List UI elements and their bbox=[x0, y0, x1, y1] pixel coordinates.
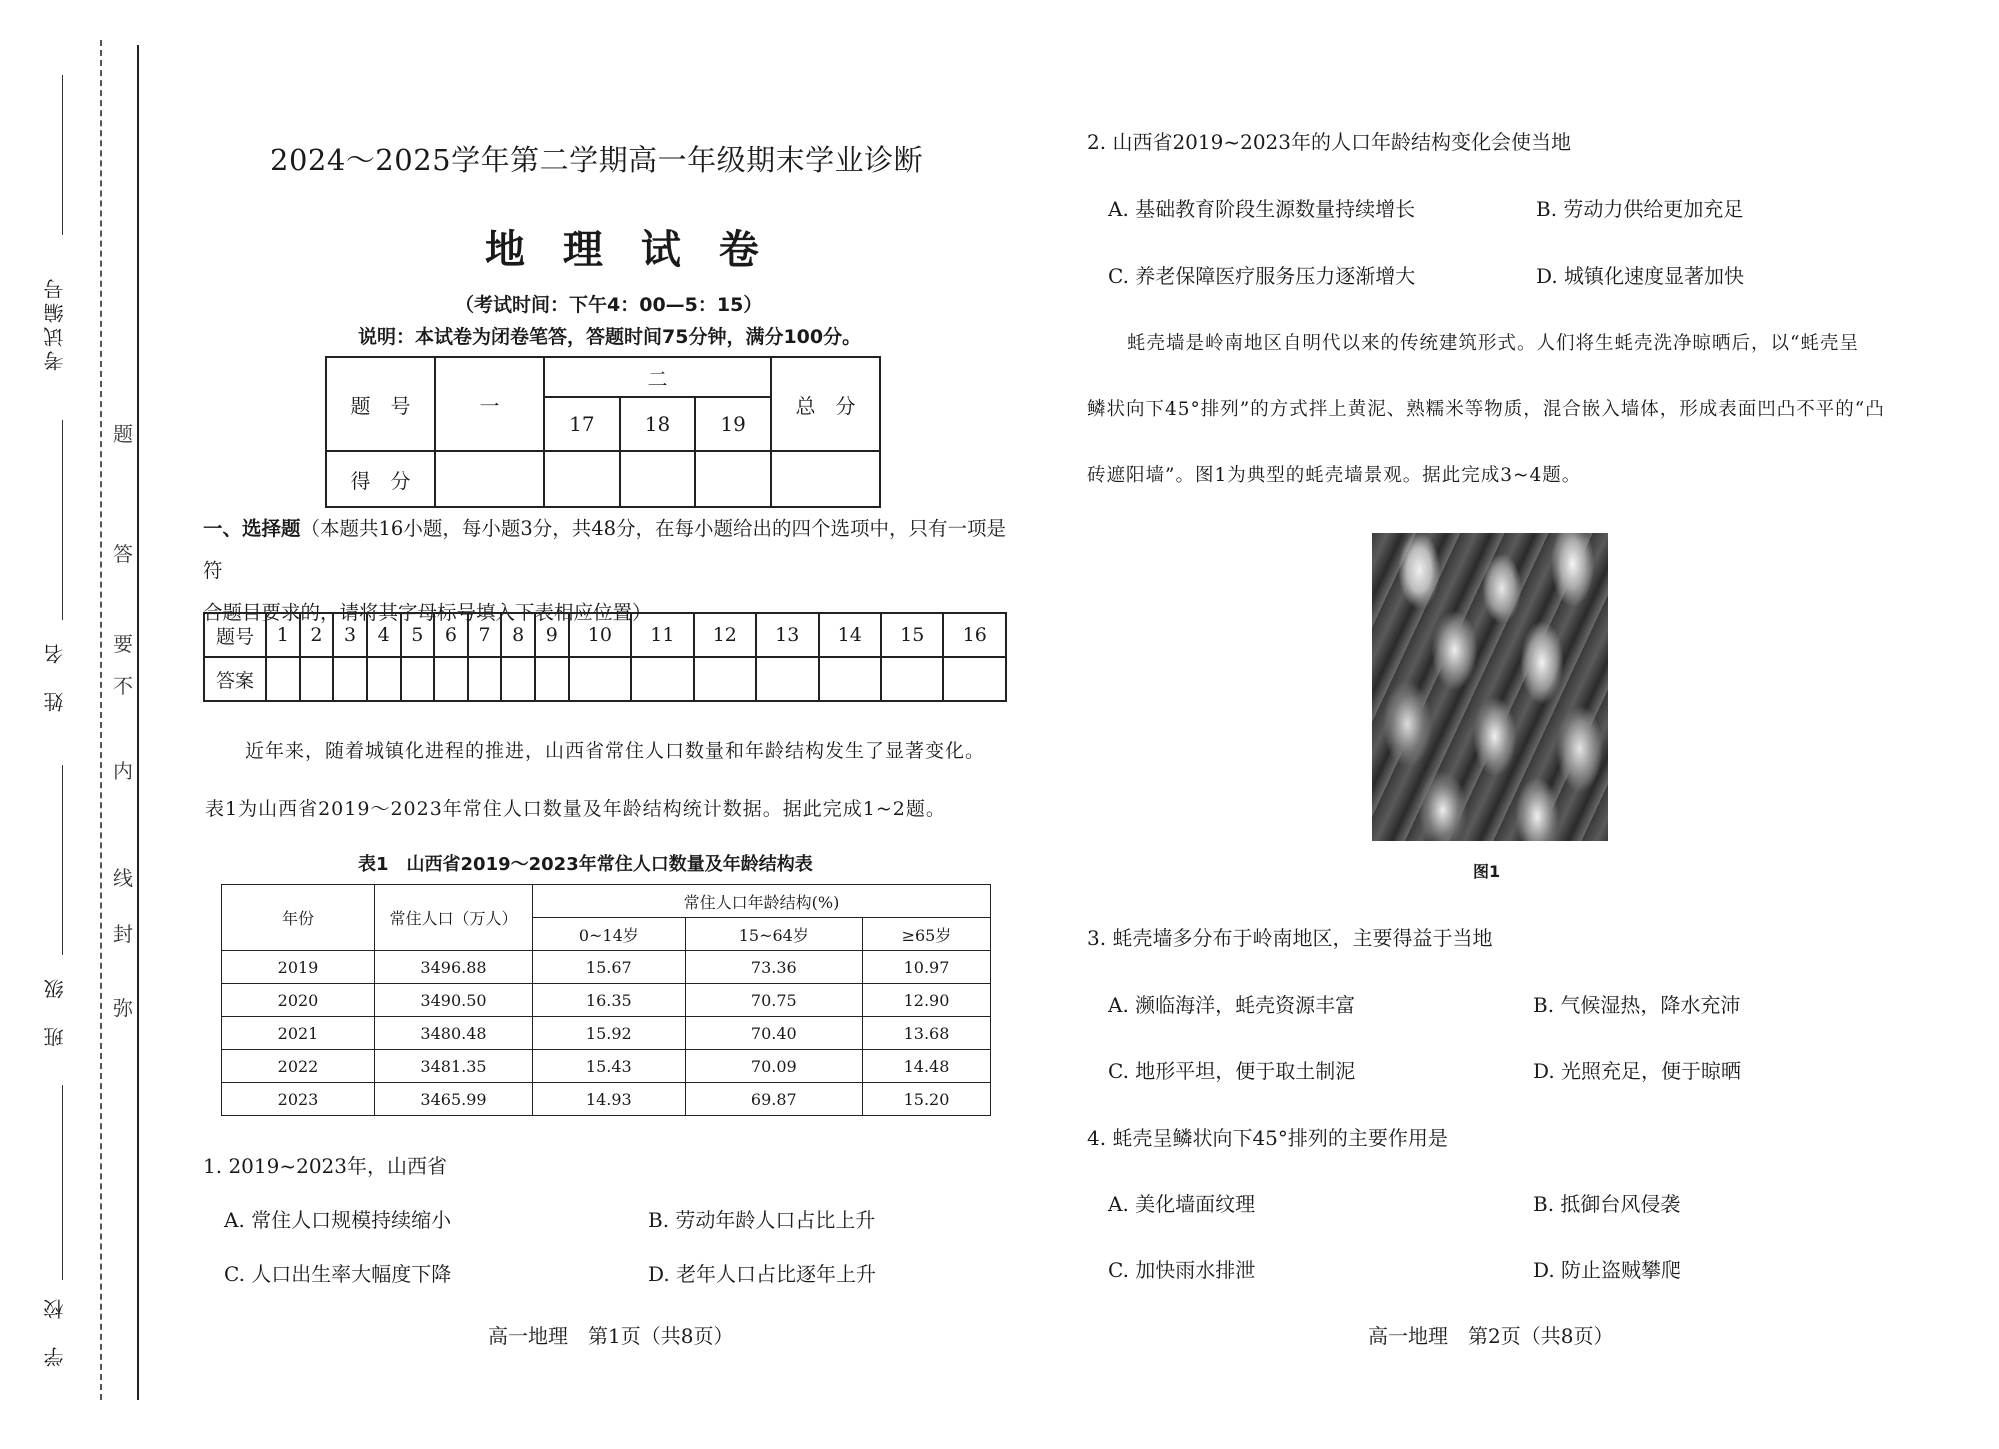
table-cell: 3481.35 bbox=[375, 1050, 533, 1083]
passage1-line2: 表1为山西省2019～2023年常住人口数量及年龄结构统计数据。据此完成1~2题。 bbox=[205, 798, 946, 820]
table1-header-0-14: 0~14岁 bbox=[533, 918, 686, 951]
score-sub: 19 bbox=[695, 397, 771, 451]
answer-number: 12 bbox=[694, 613, 756, 657]
score-col-no: 题 号 bbox=[326, 357, 435, 451]
table-row bbox=[222, 951, 991, 984]
q3-option-b[interactable]: B. 气候湿热，降水充沛 bbox=[1533, 993, 1741, 1017]
q3-option-a[interactable]: A. 濒临海洋，蚝壳资源丰富 bbox=[1108, 993, 1356, 1017]
passage2-line2: 鳞状向下45°排列”的方式拌上黄泥、熟糯米等物质，混合嵌入墙体，形成表面凹凸不平的“凸 bbox=[1087, 399, 1885, 420]
seal-char: 弥 bbox=[113, 996, 133, 1020]
score-sub: 17 bbox=[544, 397, 620, 451]
answer-row-label: 答案 bbox=[204, 657, 266, 701]
table-cell: 73.36 bbox=[685, 951, 862, 984]
table-cell: 15.92 bbox=[533, 1017, 686, 1050]
score-cell[interactable] bbox=[771, 451, 880, 507]
answer-cell[interactable] bbox=[694, 657, 756, 701]
answer-number: 9 bbox=[535, 613, 569, 657]
answer-table bbox=[203, 612, 1007, 702]
answer-cell[interactable] bbox=[535, 657, 569, 701]
table1-header-structure: 常住人口年龄结构(%) bbox=[533, 885, 991, 918]
section1-heading: 一、选择题 bbox=[203, 517, 301, 540]
answer-number: 14 bbox=[819, 613, 881, 657]
table1-header-65: ≥65岁 bbox=[862, 918, 990, 951]
answer-number: 2 bbox=[300, 613, 334, 657]
answer-cell[interactable] bbox=[266, 657, 300, 701]
q2-option-c[interactable]: C. 养老保障医疗服务压力逐渐增大 bbox=[1108, 264, 1416, 288]
table-cell: 16.35 bbox=[533, 984, 686, 1017]
score-cell[interactable] bbox=[695, 451, 771, 507]
table-cell: 3496.88 bbox=[375, 951, 533, 984]
answer-cell[interactable] bbox=[756, 657, 818, 701]
score-cell[interactable] bbox=[620, 451, 696, 507]
table-cell: 15.20 bbox=[862, 1083, 990, 1116]
score-row-label: 得 分 bbox=[326, 451, 435, 507]
table-cell: 2021 bbox=[222, 1017, 375, 1050]
answer-cell[interactable] bbox=[943, 657, 1006, 701]
seal-char: 要 bbox=[113, 632, 133, 656]
seal-char: 答 bbox=[113, 542, 133, 566]
q4-option-b[interactable]: B. 抵御台风侵袭 bbox=[1533, 1192, 1681, 1216]
score-col-two: 二 bbox=[544, 357, 771, 397]
answer-cell[interactable] bbox=[631, 657, 693, 701]
table-cell: 15.67 bbox=[533, 951, 686, 984]
seal-solid-line bbox=[137, 45, 139, 1400]
table-cell: 3480.48 bbox=[375, 1017, 533, 1050]
score-col-one: 一 bbox=[435, 357, 544, 451]
page2-footer: 高一地理 第2页（共8页） bbox=[1368, 1324, 1614, 1348]
table-row bbox=[222, 984, 991, 1017]
table-cell: 70.40 bbox=[685, 1017, 862, 1050]
score-cell[interactable] bbox=[544, 451, 620, 507]
score-cell[interactable] bbox=[435, 451, 544, 507]
q4-option-a[interactable]: A. 美化墙面纹理 bbox=[1108, 1192, 1256, 1216]
passage1-line1: 近年来，随着城镇化进程的推进，山西省常住人口数量和年龄结构发生了显著变化。 bbox=[245, 740, 986, 762]
q1-option-c[interactable]: C. 人口出生率大幅度下降 bbox=[224, 1262, 452, 1286]
seal-char: 内 bbox=[113, 759, 133, 783]
answer-cell[interactable] bbox=[333, 657, 367, 701]
table-cell: 2023 bbox=[222, 1083, 375, 1116]
answer-number: 8 bbox=[501, 613, 535, 657]
passage2 bbox=[1087, 311, 1907, 509]
answer-number: 1 bbox=[266, 613, 300, 657]
q2-option-b[interactable]: B. 劳动力供给更加充足 bbox=[1536, 197, 1744, 221]
table-row bbox=[222, 1083, 991, 1116]
answer-cell[interactable] bbox=[434, 657, 468, 701]
answer-cell[interactable] bbox=[881, 657, 943, 701]
exam-note: 说明：本试卷为闭卷笔答，答题时间75分钟，满分100分。 bbox=[358, 326, 862, 348]
seal-char: 不 bbox=[113, 674, 133, 698]
passage2-line1: 蚝壳墙是岭南地区自明代以来的传统建筑形式。人们将生蚝壳洗净晾晒后，以“蚝壳呈 bbox=[1127, 333, 1859, 354]
class-label: 班 级 bbox=[43, 975, 67, 1047]
oyster-shell-wall-photo bbox=[1372, 533, 1608, 841]
answer-number: 4 bbox=[367, 613, 401, 657]
answer-number: 6 bbox=[434, 613, 468, 657]
table-row bbox=[222, 1017, 991, 1050]
table-cell: 15.43 bbox=[533, 1050, 686, 1083]
table-cell: 3490.50 bbox=[375, 984, 533, 1017]
q1-stem: 1. 2019~2023年，山西省 bbox=[203, 1154, 447, 1178]
table-cell: 2019 bbox=[222, 951, 375, 984]
answer-cell[interactable] bbox=[300, 657, 334, 701]
seal-char: 封 bbox=[113, 922, 133, 946]
answer-cell[interactable] bbox=[569, 657, 631, 701]
answer-number: 16 bbox=[943, 613, 1006, 657]
score-table bbox=[325, 356, 881, 508]
answer-number: 11 bbox=[631, 613, 693, 657]
table-cell: 10.97 bbox=[862, 951, 990, 984]
answer-cell[interactable] bbox=[819, 657, 881, 701]
table-cell: 70.09 bbox=[685, 1050, 862, 1083]
table-cell: 2020 bbox=[222, 984, 375, 1017]
answer-cell[interactable] bbox=[401, 657, 435, 701]
table1-header-15-64: 15~64岁 bbox=[685, 918, 862, 951]
q3-stem: 3. 蚝壳墙多分布于岭南地区，主要得益于当地 bbox=[1087, 926, 1493, 950]
answer-cell[interactable] bbox=[367, 657, 401, 701]
exam-time: （考试时间：下午4：00—5：15） bbox=[455, 294, 763, 316]
q4-stem: 4. 蚝壳呈鳞状向下45°排列的主要作用是 bbox=[1087, 1126, 1448, 1150]
table1-caption: 表1 山西省2019～2023年常住人口数量及年龄结构表 bbox=[358, 854, 813, 875]
table-cell: 69.87 bbox=[685, 1083, 862, 1116]
subject-title: 地 理 试 卷 bbox=[485, 227, 771, 273]
section1-line1: （本题共16小题，每小题3分，共48分，在每小题给出的四个选项中，只有一项是符 bbox=[203, 517, 1007, 582]
passage2-line3: 砖遮阳墙”。图1为典型的蚝壳墙景观。据此完成3~4题。 bbox=[1087, 465, 1582, 486]
table-row bbox=[222, 1050, 991, 1083]
q1-option-a[interactable]: A. 常住人口规模持续缩小 bbox=[224, 1208, 452, 1232]
table-cell: 13.68 bbox=[862, 1017, 990, 1050]
passage1 bbox=[205, 722, 1025, 838]
q2-stem: 2. 山西省2019~2023年的人口年龄结构变化会使当地 bbox=[1087, 130, 1571, 154]
section1-line2: 合题目要求的，请将其字母标号填入下表相应位置） bbox=[203, 601, 652, 624]
q3-option-d[interactable]: D. 光照充足，便于晾晒 bbox=[1533, 1059, 1742, 1083]
q1-option-b[interactable]: B. 劳动年龄人口占比上升 bbox=[648, 1208, 876, 1232]
seal-char: 题 bbox=[113, 422, 133, 446]
q4-option-d[interactable]: D. 防止盗贼攀爬 bbox=[1533, 1258, 1682, 1282]
table-cell: 12.90 bbox=[862, 984, 990, 1017]
answer-number: 7 bbox=[468, 613, 502, 657]
q2-option-a[interactable]: A. 基础教育阶段生源数量持续增长 bbox=[1108, 197, 1416, 221]
q4-option-c[interactable]: C. 加快雨水排泄 bbox=[1108, 1258, 1256, 1282]
seal-char: 线 bbox=[113, 866, 133, 890]
table-cell: 2022 bbox=[222, 1050, 375, 1083]
answer-number: 3 bbox=[333, 613, 367, 657]
answer-number: 15 bbox=[881, 613, 943, 657]
table1-header-pop: 常住人口（万人） bbox=[375, 885, 533, 951]
figure1-caption: 图1 bbox=[1473, 862, 1501, 881]
exam-title: 2024～2025学年第二学期高一年级期末学业诊断 bbox=[270, 143, 924, 177]
exam-no-label: 考试编号 bbox=[43, 275, 67, 371]
answer-row-label: 题号 bbox=[204, 613, 266, 657]
score-col-total: 总 分 bbox=[771, 357, 880, 451]
page1-footer: 高一地理 第1页（共8页） bbox=[488, 1324, 734, 1348]
score-sub: 18 bbox=[620, 397, 696, 451]
table1-header-year: 年份 bbox=[222, 885, 375, 951]
table-cell: 14.48 bbox=[862, 1050, 990, 1083]
q1-option-d[interactable]: D. 老年人口占比逐年上升 bbox=[648, 1262, 877, 1286]
answer-number: 13 bbox=[756, 613, 818, 657]
population-table bbox=[221, 884, 991, 1116]
school-label: 学 校 bbox=[43, 1295, 67, 1367]
q3-option-c[interactable]: C. 地形平坦，便于取土制泥 bbox=[1108, 1059, 1356, 1083]
table-cell: 3465.99 bbox=[375, 1083, 533, 1116]
table-cell: 70.75 bbox=[685, 984, 862, 1017]
q2-option-d[interactable]: D. 城镇化速度显著加快 bbox=[1536, 264, 1745, 288]
answer-cell[interactable] bbox=[501, 657, 535, 701]
seal-dashed-line bbox=[100, 40, 102, 1400]
table-cell: 14.93 bbox=[533, 1083, 686, 1116]
name-label: 姓 名 bbox=[43, 640, 67, 712]
answer-number: 5 bbox=[401, 613, 435, 657]
answer-cell[interactable] bbox=[468, 657, 502, 701]
answer-number: 10 bbox=[569, 613, 631, 657]
